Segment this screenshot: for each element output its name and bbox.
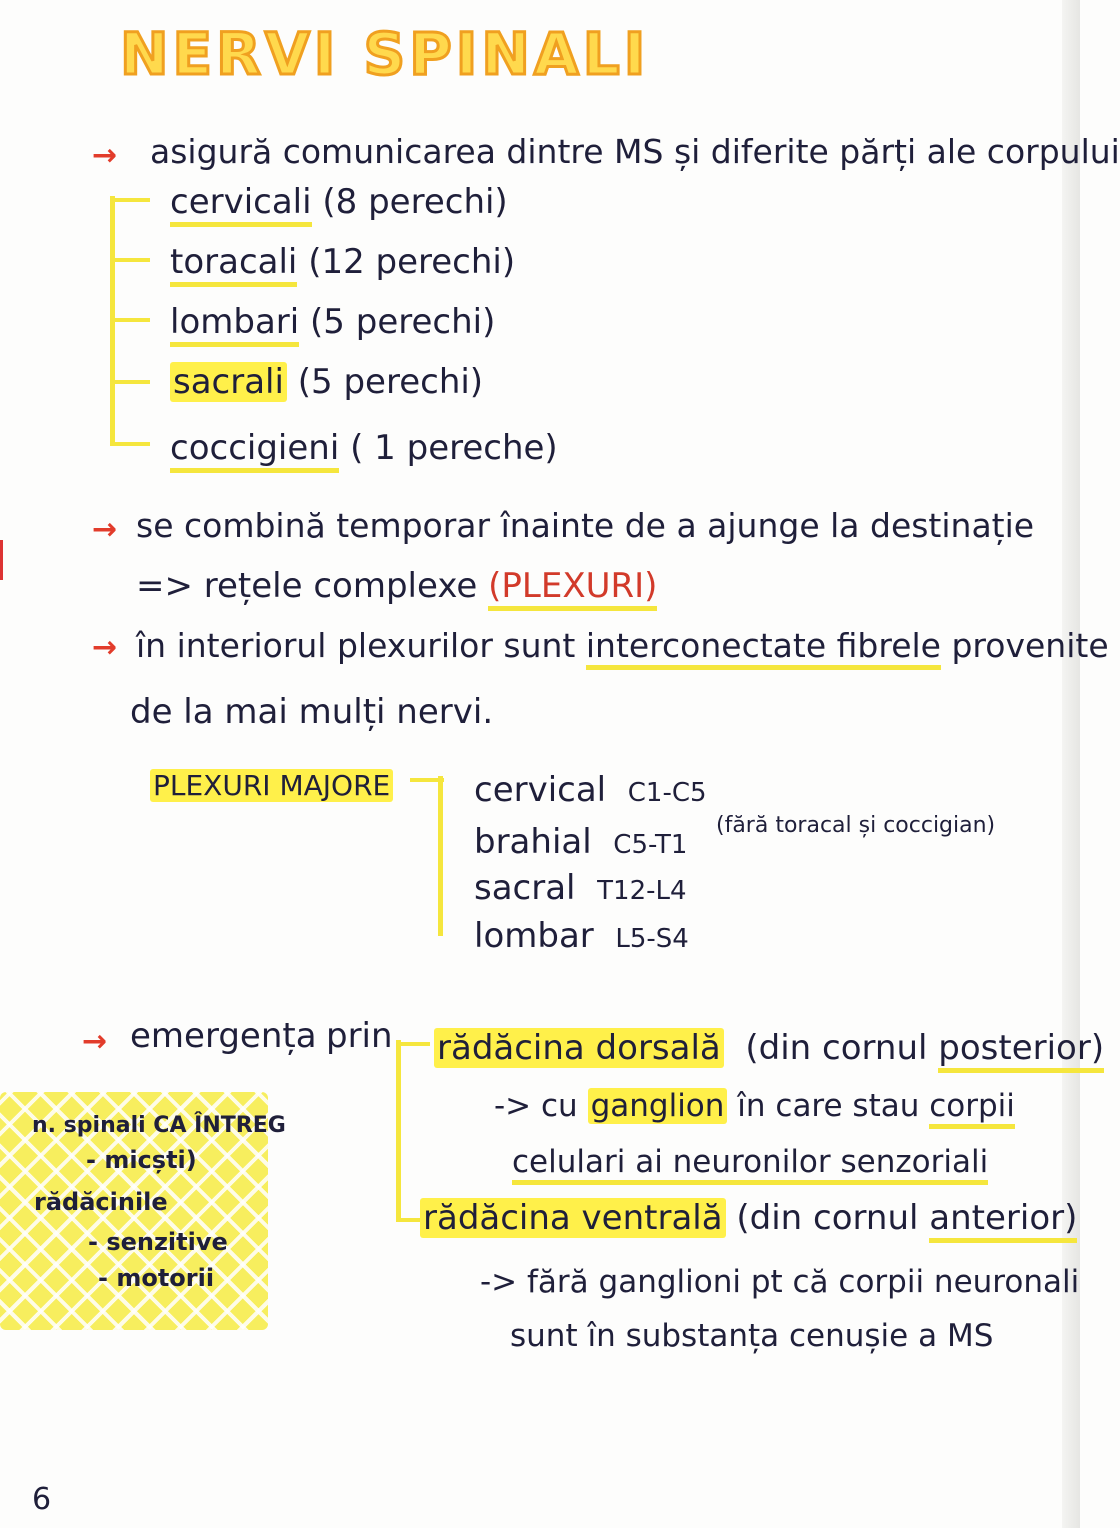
emergence-label: emergența (130, 1016, 317, 1056)
arrow-icon: → (92, 512, 118, 547)
segment-item: toracali (12 perechi) (170, 242, 515, 282)
page-title: NERVI SPINALI (120, 20, 650, 88)
intro-text: asigură comunicarea dintre MS și diferite părți ale corpului (150, 132, 1120, 171)
bracket-tick (110, 380, 150, 384)
plexus-note: (fără toracal și coccigian) (716, 813, 996, 838)
page-number: 6 (32, 1482, 52, 1517)
segment-item: lombari (5 perechi) (170, 302, 495, 342)
bracket-tick (396, 1042, 430, 1046)
summary-line: n. spinali CA ÎNTREG (32, 1113, 286, 1138)
segment-item: sacrali (5 perechi) (170, 362, 483, 402)
plexus-item: brahial C5-T1 (474, 822, 688, 862)
arrow-icon: → (82, 1024, 108, 1059)
ventral-detail-1: -> fără ganglioni pt că corpii neuronali (480, 1264, 1080, 1300)
segment-item: coccigieni ( 1 pereche) (170, 428, 558, 468)
combine-text: se combină temporar înainte de a ajunge la destinație (136, 506, 1035, 545)
arrow-icon: → (92, 138, 118, 173)
arrow-icon: → (92, 630, 118, 665)
interior-text-2: de la mai mulți nervi. (130, 692, 494, 732)
summary-line: - micști) (86, 1146, 197, 1174)
bracket-tick (110, 198, 150, 202)
bracket-tick (110, 258, 150, 262)
emergence-bracket (396, 1040, 401, 1220)
plexuses-bracket (438, 776, 443, 936)
summary-line: - motorii (98, 1264, 215, 1292)
summary-line: - senzitive (88, 1228, 228, 1256)
bracket-tick (110, 318, 150, 322)
ventral-detail-2: sunt în substanța cenușie a MS (510, 1318, 994, 1354)
summary-box (0, 1092, 286, 1330)
dorsal-detail-2: celulari ai neuronilor senzoriali (512, 1142, 988, 1182)
bracket-tick (110, 442, 150, 446)
plexus-item: sacral T12-L4 (474, 868, 687, 908)
plexus-item: cervical C1-C5 (474, 770, 707, 810)
bracket-tick (410, 778, 444, 782)
summary-line: rădăcinile (34, 1188, 168, 1216)
interior-text: în interiorul plexurilor sunt interconectate fibrele provenite (136, 626, 1109, 666)
emergence-prin: prin (326, 1016, 393, 1056)
dorsal-detail-1: -> cu ganglion în care stau corpii (494, 1086, 1015, 1126)
plexus-item: lombar L5-S4 (474, 916, 689, 956)
ventral-root: rădăcina ventrală (din cornul anterior) (420, 1198, 1077, 1238)
plexuri-majore-label: PLEXURI MAJORE (150, 766, 393, 806)
segment-item: cervicali (8 perechi) (170, 182, 508, 222)
margin-mark (0, 540, 3, 580)
combine-result: => rețele complexe (PLEXURI) (136, 566, 657, 606)
dorsal-root: rădăcina dorsală (din cornul posterior) (434, 1028, 1104, 1068)
